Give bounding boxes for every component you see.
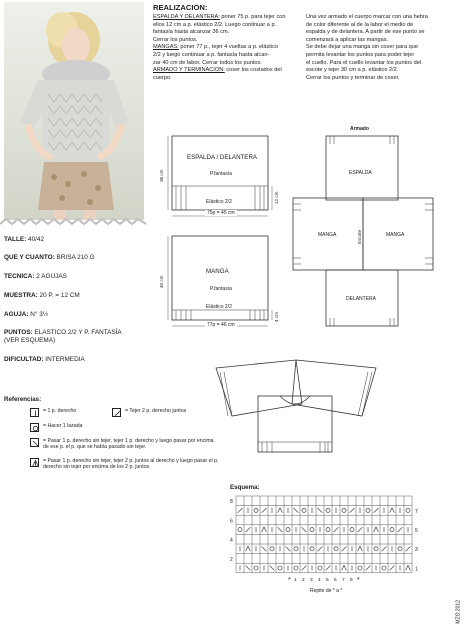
issue-credit: MZO 2012 (456, 600, 462, 624)
k2tog-symbol (350, 508, 355, 513)
realizacion-title: REALIZACION: (153, 3, 208, 12)
row-label-right: 5 (415, 528, 418, 534)
chart-title: Esquema: (230, 484, 260, 491)
sk2p-symbol (262, 527, 267, 532)
yarn-over-symbol (310, 547, 314, 551)
body-piece-rib: Elástico 2/2 (206, 199, 232, 205)
k2tog-symbol (382, 546, 387, 551)
instruction-line: MANGAS: poner 77 p., tejer 4 vueltas a p. elástico (153, 44, 279, 51)
yarn-over-symbol (398, 547, 402, 551)
yarn-over-symbol (358, 566, 362, 570)
column-number: 3 (310, 577, 313, 583)
ssk-symbol (302, 527, 307, 532)
instruction-line: ellos 12 cm a p. elástico 2/2. Luego continuar a p. (153, 21, 277, 28)
model-photo (4, 2, 144, 220)
instruction-line: Se debe dejar una manga sin coser para que (306, 44, 418, 51)
armado-delantera-label: DELANTERA (346, 296, 377, 302)
yarn-over-symbol (254, 508, 258, 512)
yarn-over-symbol (406, 508, 410, 512)
armado-title: Armado (350, 126, 369, 132)
k2tog-symbol (326, 566, 331, 571)
yarn-over-symbol (382, 566, 386, 570)
yarn-over-symbol (334, 547, 338, 551)
references-legend (0, 396, 230, 506)
ssk-symbol (270, 566, 275, 571)
sk2p-symbol (390, 508, 395, 513)
yarn-over-symbol (270, 547, 274, 551)
row-label-left: 8 (230, 499, 233, 506)
yarn-over-symbol (326, 508, 330, 512)
ref-text: = Pasar 1 p. derecho sin tejer, tejer 2 p. juntos al derecho y luego pasar el p. derecho sin tejer por encima de los 2 p. juntos. (43, 458, 219, 471)
sleeve-piece-width: 77p = 46 cm (207, 322, 235, 328)
k2tog-symbol (334, 527, 339, 532)
column-number: 2 (302, 577, 305, 583)
repeat-label: Repite de * a * (310, 588, 343, 594)
armado-escote-label: Escote (357, 229, 362, 244)
sleeve-piece-title: MANGA (206, 268, 229, 275)
yarn-over-symbol (390, 528, 394, 532)
stitch-chart (224, 484, 424, 596)
row-label-right: 3 (415, 547, 418, 554)
body-piece-height: 36 cm (159, 169, 164, 182)
yarn-over-icon (30, 423, 39, 432)
instruction-line: permita levantar los puntos para poder tejer (306, 51, 415, 58)
yarn-over-symbol (310, 528, 314, 532)
row-label-right: 1 (415, 566, 418, 573)
instruction-line: espalda y de delantera. A partir de ese punto se (306, 29, 425, 36)
ref-sk2p (30, 458, 220, 471)
instruction-line: zar 40 cm de labor. Cerrar todos los puntos. (153, 59, 262, 66)
sk2p-symbol (342, 565, 347, 570)
column-number: 7 (342, 577, 345, 583)
k2tog-symbol (318, 546, 323, 551)
sleeve-piece-stitch: P.fantasía (210, 286, 232, 292)
k2tog-symbol (390, 566, 395, 571)
column-number: 8 (350, 577, 353, 583)
instruction-line: fantasía hasta alcanzar 36 cm. (153, 29, 230, 36)
yarn-over-symbol (374, 547, 378, 551)
row-label-right: 7 (415, 508, 418, 515)
sleeve-piece-height: 40 cm (159, 275, 164, 288)
armado-espalda-label: ESPALDA (349, 170, 372, 176)
ssk-symbol (278, 527, 283, 532)
instruction-line: de color diferente al de la labor el medio de (306, 21, 414, 28)
yarn-over-symbol (318, 566, 322, 570)
knit-stitch-icon (30, 408, 39, 417)
model-illustration (4, 2, 144, 220)
spec-puntos: PUNTOS: ELASTICO 2/2 Y P. FANTASÍA (4, 329, 122, 336)
references-title: Referencias: (4, 396, 42, 403)
spec-dificultad: DIFICULTAD: INTERMEDIA (4, 356, 85, 363)
sk2p-symbol (358, 546, 363, 551)
repeat-star: * (288, 576, 291, 584)
spec-tecnica: TECNICA: 2 AGUJAS (4, 273, 67, 280)
yarn-over-symbol (294, 566, 298, 570)
ref-yarn-over (30, 423, 220, 432)
column-number: 6 (334, 577, 337, 583)
k2tog-icon (112, 408, 121, 417)
yarn-over-symbol (238, 528, 242, 532)
ssk-symbol (318, 508, 323, 513)
yarn-over-symbol (342, 508, 346, 512)
sk2p-symbol (406, 565, 411, 570)
k2tog-symbol (398, 527, 403, 532)
k2tog-symbol (342, 546, 347, 551)
k2tog-symbol (366, 566, 371, 571)
instruction-line: comenzará a aplicar las mangas. (306, 36, 389, 43)
ref-ssk (30, 438, 220, 451)
spec-aguja: AGUJA: N° 3½ (4, 311, 49, 318)
sk2p-symbol (246, 546, 251, 551)
sk2p-icon (30, 458, 39, 467)
k2tog-symbol (238, 508, 243, 513)
row-label-left: 6 (230, 518, 233, 525)
k2tog-symbol (374, 508, 379, 513)
yarn-over-symbol (366, 508, 370, 512)
yarn-over-symbol (294, 547, 298, 551)
instruction-line: ARMADO Y TERMINACION: coser los costados del (153, 67, 282, 74)
realizacion-instructions-right (306, 14, 464, 82)
instruction-line: 2/2 y luego continuar a p. fantasía hasta alcan- (153, 51, 270, 58)
ssk-symbol (294, 508, 299, 513)
realizacion-instructions-left (153, 14, 303, 82)
spec-puntos-note: (VER ESQUEMA) (4, 337, 56, 344)
column-number: 1 (294, 577, 297, 583)
sleeve-piece-rib: Elástico 2/2 (206, 304, 232, 310)
row-label-left: 2 (230, 556, 233, 563)
yarn-over-symbol (302, 508, 306, 512)
spec-muestra: MUESTRA: 20 P. = 12 CM (4, 292, 80, 299)
yarn-over-symbol (326, 528, 330, 532)
k2tog-symbol (406, 546, 411, 551)
ref-text: = Tejer 2 p. derecho juntos (125, 408, 187, 414)
instruction-line: el cuello. Para el cuello levantar los puntos del (306, 59, 422, 66)
instruction-line: Cerrar los puntos y terminar de coser. (306, 74, 400, 81)
zigzag-divider (0, 218, 146, 230)
body-piece-stitch: P.fantasía (210, 171, 232, 177)
instruction-line: Cerrar los puntos. (153, 36, 198, 43)
armado-manga-right-label: MANGA (386, 232, 405, 238)
instruction-line: ESPALDA Y DELANTERA: poner 75 p. para tejer con (153, 14, 286, 20)
ref-text: = Hacer 1 lazada (43, 423, 83, 429)
instruction-line: escote y tejer 30 cm a p. elástico 2/2. (306, 67, 399, 74)
ssk-symbol (286, 546, 291, 551)
ref-text: = Pasar 1 p. derecho sin tejer, tejer 1 p. derecho y luego pasar por encima de ese p. el p. que se había pasado sin tejer. (43, 438, 214, 451)
sleeve-piece-rib-height: 4 cm (274, 312, 279, 322)
spec-que-y-cuanto: QUE Y CUANTO: BRISA 210 G (4, 254, 95, 261)
ssk-icon (30, 438, 39, 447)
row-label-left: 4 (230, 537, 233, 544)
spec-talle: TALLE: 40/42 (4, 236, 45, 243)
instruction-line: Una vez armado el cuerpo marcar con una hebra (306, 14, 428, 20)
yarn-over-symbol (286, 528, 290, 532)
yarn-over-symbol (278, 566, 282, 570)
body-piece-width: 75p = 45 cm (207, 210, 235, 216)
sk2p-symbol (278, 508, 283, 513)
armado-manga-left-label: MANGA (318, 232, 337, 238)
ssk-symbol (262, 546, 267, 551)
yarn-over-symbol (254, 566, 258, 570)
ref-k2tog (112, 408, 222, 417)
body-piece-rib-height: 12 cm (274, 191, 279, 204)
ref-text: = 1 p. derecho (43, 408, 77, 414)
yarn-over-symbol (350, 528, 354, 532)
column-number: 5 (326, 577, 329, 583)
stitch-chart-grid (224, 484, 424, 596)
k2tog-symbol (262, 508, 267, 513)
k2tog-symbol (358, 527, 363, 532)
repeat-star: * (357, 576, 360, 584)
ssk-symbol (246, 566, 251, 571)
column-number: 4 (318, 577, 321, 583)
k2tog-symbol (302, 566, 307, 571)
instruction-line: cuerpo. (153, 74, 172, 81)
k2tog-symbol (246, 527, 251, 532)
body-piece-title: ESPALDA / DELANTERA (187, 154, 258, 161)
sk2p-symbol (374, 527, 379, 532)
